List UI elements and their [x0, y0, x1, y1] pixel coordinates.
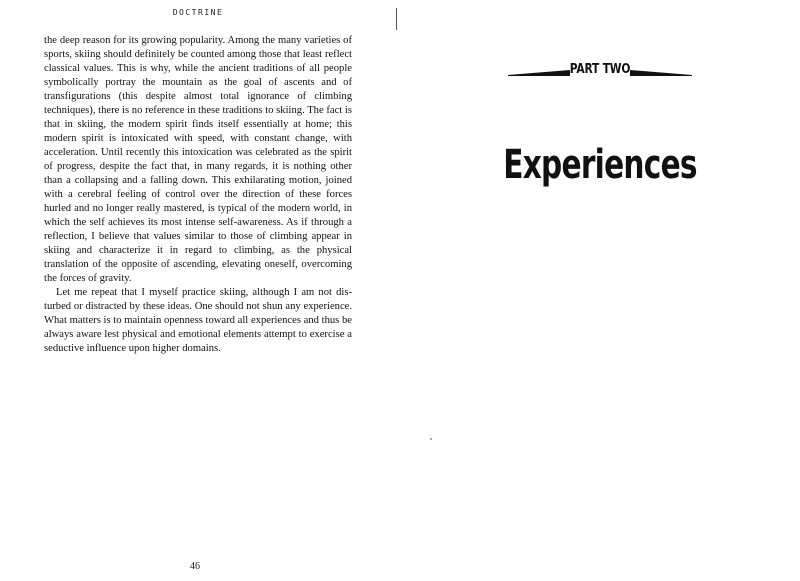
- paragraph-1: the deep reason for its growing popularity. Among the many varieties of sports, skiing should definitely be counted among those that least reflect classical values. This is why, while the ancient traditions of all people symbolically portray the mountain as the goal of ascents and of transfigurations (this despite almost total ignorance of climbing techniques), there is no reference in these traditions to skiing. The fact is that in skiing, the modern spirit finds itself essentially at home; this modern spirit is intoxicated with speed, with constant change, with acceleration. Until recently this intoxication was celebrated as the spirit of progress, despite the fact that, in many regards, it is nothing other than a collapsing and a falling down. This exhilarating motion, joined with a cerebral feeling of control over the direction of these forces hurled and no longer really mastered, is typical of the modern world, in which the self achieves its most intense self-awareness. As if through a reflection, I believe that values similar to those of climbing appear in skiing and characterize it in regard to climbing, as the physical translation of the opposite of ascending, elevating oneself, overcoming the forces of gravity.: [44, 35, 352, 284]
- part-label: PART TWO: [569, 62, 631, 77]
- body-text: [44, 34, 352, 356]
- right-tapered-rule: [630, 70, 692, 76]
- page-number: 46: [190, 561, 200, 572]
- paragraph-2: Let me repeat that I myself practice skiing, although I am not disturbed or distracted by these ideas. One should not shun any experience. What matters is to maintain openness toward all experiences and thus be always aware lest physical and emotional elements attempt to exercise a seductive influence upon higher domains.: [44, 287, 352, 354]
- gutter-mark: [396, 8, 397, 30]
- running-head: DOCTRINE: [172, 8, 224, 17]
- part-heading: [508, 60, 692, 82]
- right-page: [400, 0, 800, 581]
- section-title: Experiences: [503, 142, 697, 188]
- left-tapered-rule: [508, 70, 570, 76]
- page-speck: [430, 438, 432, 440]
